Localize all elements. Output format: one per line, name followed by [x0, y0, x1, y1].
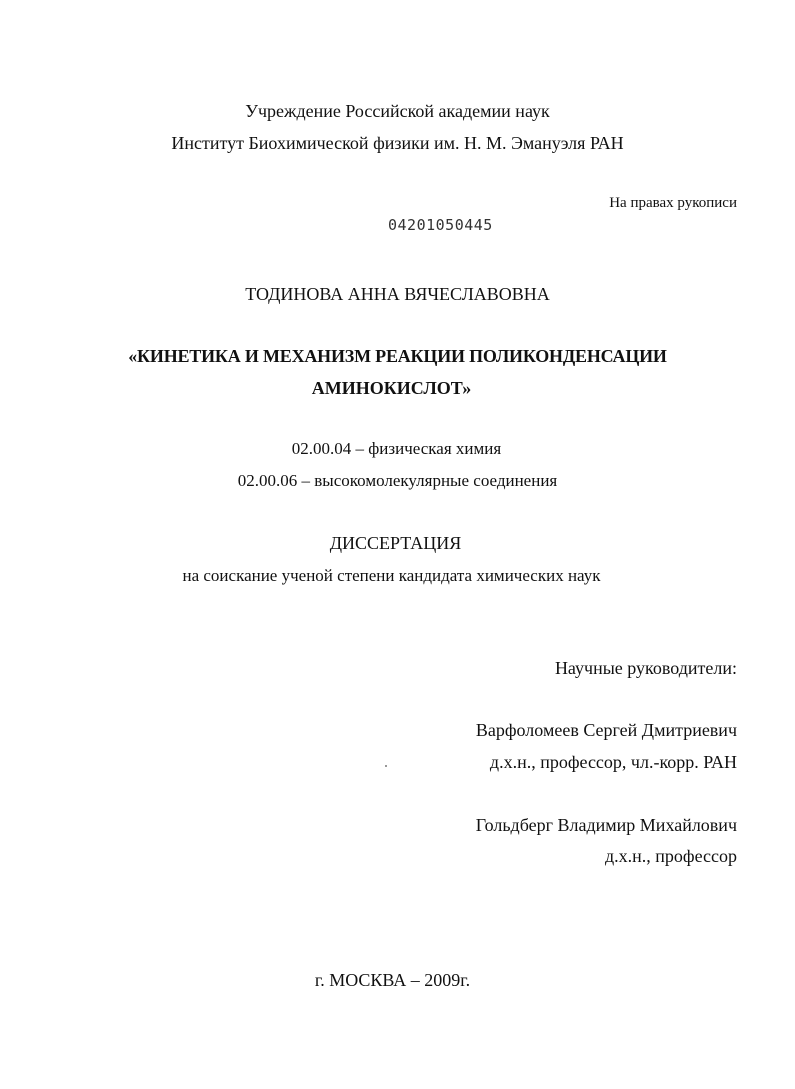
supervisors-heading: Научные руководители:	[554, 658, 737, 678]
registry-number-stamp: 04201050445	[388, 216, 493, 234]
author-name: ТОДИНОВА АННА ВЯЧЕСЛАВОВНА	[245, 284, 550, 304]
specialty-1: 02.00.04 – физическая химия	[291, 439, 502, 458]
supervisor-1-name: Варфоломеев Сергей Дмитриевич	[475, 720, 737, 740]
supervisor-1-credentials: д.х.н., профессор, чл.-корр. РАН	[489, 752, 737, 772]
city-year: г. МОСКВА – 2009г.	[314, 970, 471, 990]
supervisor-2-credentials: д.х.н., профессор	[604, 846, 737, 866]
supervisor-2-name: Гольдберг Владимир Михайлович	[475, 815, 737, 835]
document-type: ДИССЕРТАЦИЯ	[329, 533, 462, 553]
institution-line-2: Институт Биохимической физики им. Н. М. Эмануэля РАН	[171, 133, 624, 153]
rights-note: На правах рукописи	[609, 195, 737, 211]
specialty-2: 02.00.06 – высокомолекулярные соединения	[237, 471, 558, 490]
institution-line-1: Учреждение Российской академии наук	[245, 101, 550, 121]
title-line-1: «КИНЕТИКА И МЕХАНИЗМ РЕАКЦИИ ПОЛИКОНДЕНСАЦИИ	[128, 346, 667, 366]
scan-speck	[385, 765, 387, 767]
title-line-2: АМИНОКИСЛОТ»	[311, 378, 472, 398]
degree-line: на соискание ученой степени кандидата химических наук	[182, 566, 601, 585]
